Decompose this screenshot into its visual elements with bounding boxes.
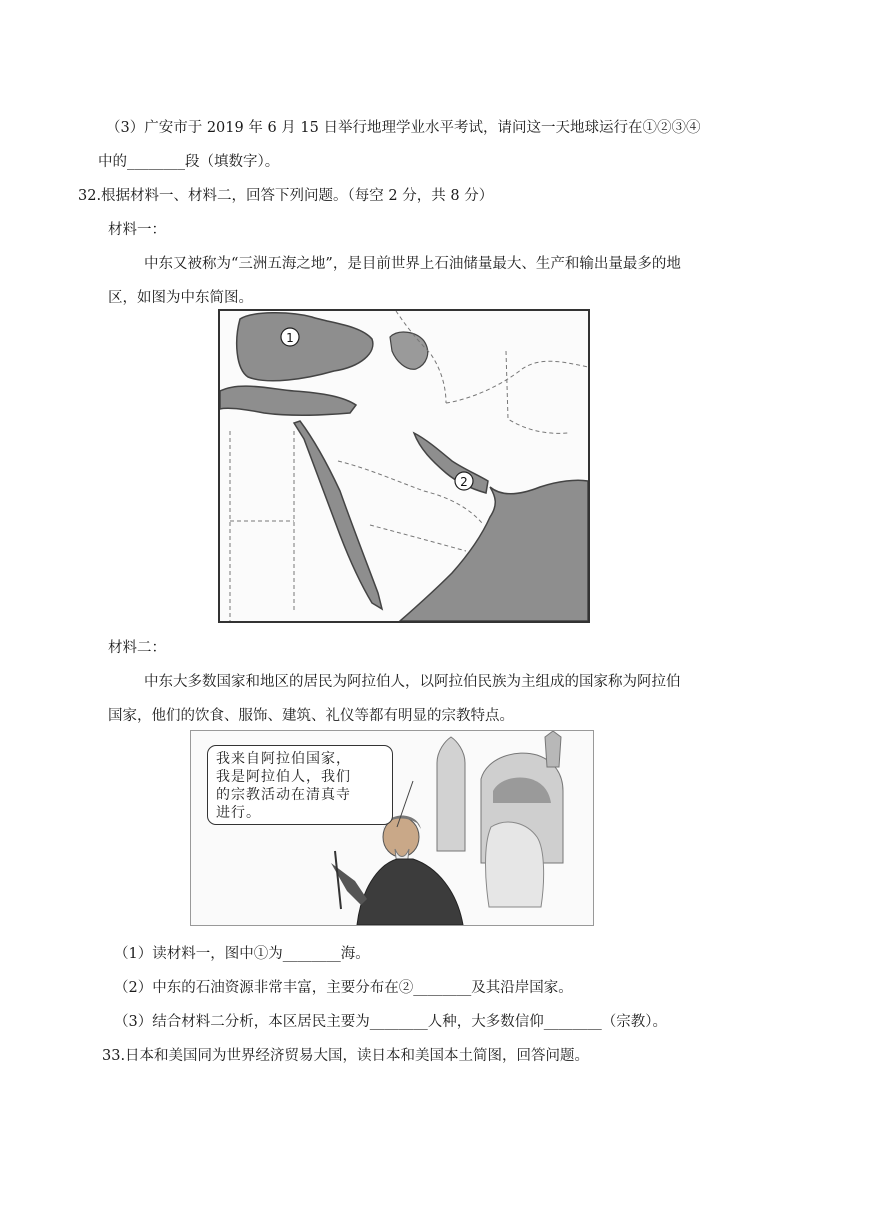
material1-text-line2: 区，如图为中东简图。 xyxy=(108,290,253,306)
map-marker-2-label: 2 xyxy=(460,475,468,489)
man-robe-shape xyxy=(357,859,463,925)
middle-east-map xyxy=(218,309,590,623)
prayer-beads-shape xyxy=(335,851,341,909)
question-3: （3）结合材料二分析，本区居民主要为________人种，大多数信仰________（宗教）。 xyxy=(114,1014,667,1030)
tower-shape xyxy=(545,731,561,767)
speech-line-3: 的宗教活动在清真寺 xyxy=(216,787,351,803)
speech-line-4: 进行。 xyxy=(216,805,261,821)
background-people-shape xyxy=(486,822,544,907)
q32-title: 32.根据材料一、材料二，回答下列问题。（每空 2 分，共 8 分） xyxy=(78,188,494,204)
material2-text-line2: 国家，他们的饮食、服饰、建筑、礼仪等都有明显的宗教特点。 xyxy=(108,708,514,724)
question-1: （1）读材料一，图中①为________海。 xyxy=(114,946,370,962)
q31-part3-line1: （3）广安市于 2019 年 6 月 15 日举行地理学业水平考试，请问这一天地球运行在①②③④ xyxy=(106,120,701,136)
material2-text-line1: 中东大多数国家和地区的居民为阿拉伯人，以阿拉伯民族为主组成的国家称为阿拉伯 xyxy=(144,674,681,690)
material2-label: 材料二： xyxy=(108,640,166,656)
map-marker-1-label: 1 xyxy=(286,331,294,345)
question-2: （2）中东的石油资源非常丰富，主要分布在②________及其沿岸国家。 xyxy=(114,980,573,996)
material1-text-line1: 中东又被称为“三洲五海之地”，是目前世界上石油储量最大、生产和输出量最多的地 xyxy=(144,256,681,272)
speech-bubble xyxy=(207,745,393,825)
material1-label: 材料一： xyxy=(108,222,166,238)
speech-line-1: 我来自阿拉伯国家， xyxy=(216,751,351,767)
arab-illustration xyxy=(190,730,594,926)
middle-east-map-drawing xyxy=(220,311,588,621)
minaret-shape xyxy=(437,737,465,851)
q31-part3-line2: 中的________段（填数字）。 xyxy=(98,154,280,170)
q33-title: 33.日本和美国同为世界经济贸易大国，读日本和美国本土简图，回答问题。 xyxy=(102,1048,590,1064)
speech-line-2: 我是阿拉伯人，我们 xyxy=(216,769,351,785)
